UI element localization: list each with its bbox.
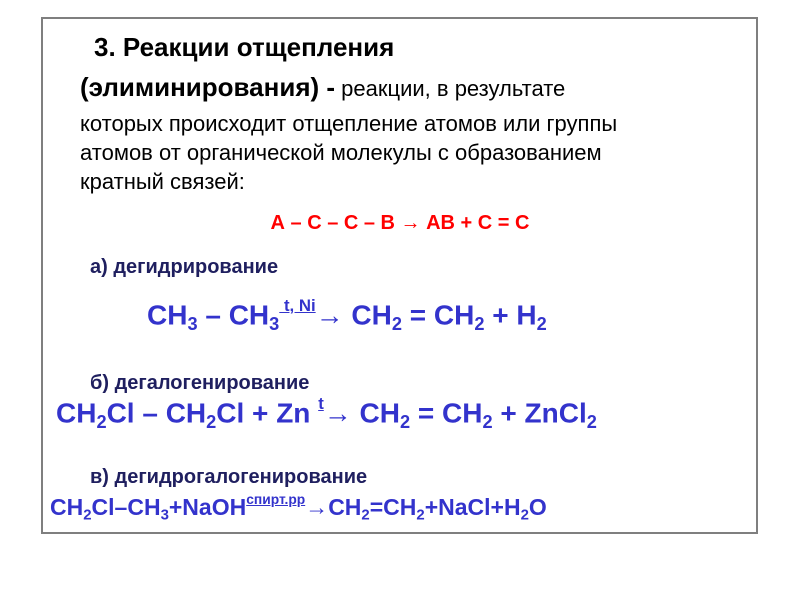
- eq-subscript: 2: [482, 411, 493, 432]
- eq-subscript: 2: [586, 411, 597, 432]
- heading-dehydrogenation: а) дегидрирование: [90, 256, 279, 278]
- eq-subscript: 2: [400, 411, 411, 432]
- equation-dehalogenation: [56, 394, 597, 433]
- heading-dehydrohalogenation: в) дегидрогалогенирование: [90, 466, 368, 488]
- eq-text: CH: [50, 494, 84, 521]
- definition-line-1: которых происходит отщепление атомов или группы: [80, 111, 618, 136]
- eq-text: = CH: [402, 299, 475, 331]
- eq-subscript: 2: [416, 506, 425, 524]
- eq-text: O: [528, 494, 547, 521]
- eq-subscript: 2: [520, 506, 529, 524]
- equation-dehydrogenation: [147, 296, 547, 335]
- eq-subscript: 3: [269, 313, 280, 334]
- eq-subscript: 3: [160, 506, 169, 524]
- reaction-arrow: →: [315, 299, 344, 331]
- eq-text: +NaOH: [168, 494, 247, 521]
- reaction-arrow: →: [323, 397, 352, 429]
- eq-text: CH: [343, 299, 392, 331]
- eq-text: = CH: [410, 397, 483, 429]
- eq-text: – CH: [197, 299, 270, 331]
- eq-subscript: 2: [83, 506, 92, 524]
- eq-subscript: 2: [206, 411, 217, 432]
- eq-text: + H: [484, 299, 537, 331]
- definition-line-2: атомов от органической молекулы с образованием: [80, 140, 602, 165]
- eq-text: Cl – CH: [106, 397, 207, 429]
- eq-subscript: 2: [536, 313, 547, 334]
- eq-text: CH: [56, 397, 97, 429]
- eq-text: =CH: [369, 494, 417, 521]
- slide-title: [80, 27, 740, 67]
- equation-dehydrohalogenation: [50, 492, 547, 524]
- eq-text: Cl–CH: [91, 494, 161, 521]
- title-block: [80, 27, 740, 196]
- reaction-arrow: →: [305, 494, 329, 521]
- eq-subscript: 2: [361, 506, 370, 524]
- eq-subscript: 2: [96, 411, 107, 432]
- eq-text: CH: [328, 494, 362, 521]
- title-line-2: [80, 67, 740, 109]
- eq-subscript: 2: [474, 313, 485, 334]
- title-definition-start: реакции, в результате: [335, 76, 566, 101]
- heading-dehalogenation: б) дегалогенирование: [90, 372, 310, 394]
- reaction-condition: t: [318, 394, 324, 413]
- reaction-condition: t, Ni: [279, 296, 316, 315]
- eq-subscript: 2: [391, 313, 402, 334]
- eq-text: Cl + Zn: [216, 397, 319, 429]
- reaction-condition: спирт.рр: [246, 492, 306, 507]
- eq-text: +NaCl+H: [424, 494, 521, 521]
- eq-text: CH: [147, 299, 188, 331]
- general-formula: А – С – С – В → АВ + С = С: [270, 212, 530, 234]
- title-term: (элиминирования) -: [80, 72, 336, 102]
- eq-subscript: 3: [187, 313, 198, 334]
- title-line-1: 3. Реакции отщепления: [94, 32, 395, 62]
- eq-text: CH: [351, 397, 401, 429]
- definition-line-3: кратный связей:: [80, 169, 245, 194]
- eq-text: + ZnCl: [492, 397, 587, 429]
